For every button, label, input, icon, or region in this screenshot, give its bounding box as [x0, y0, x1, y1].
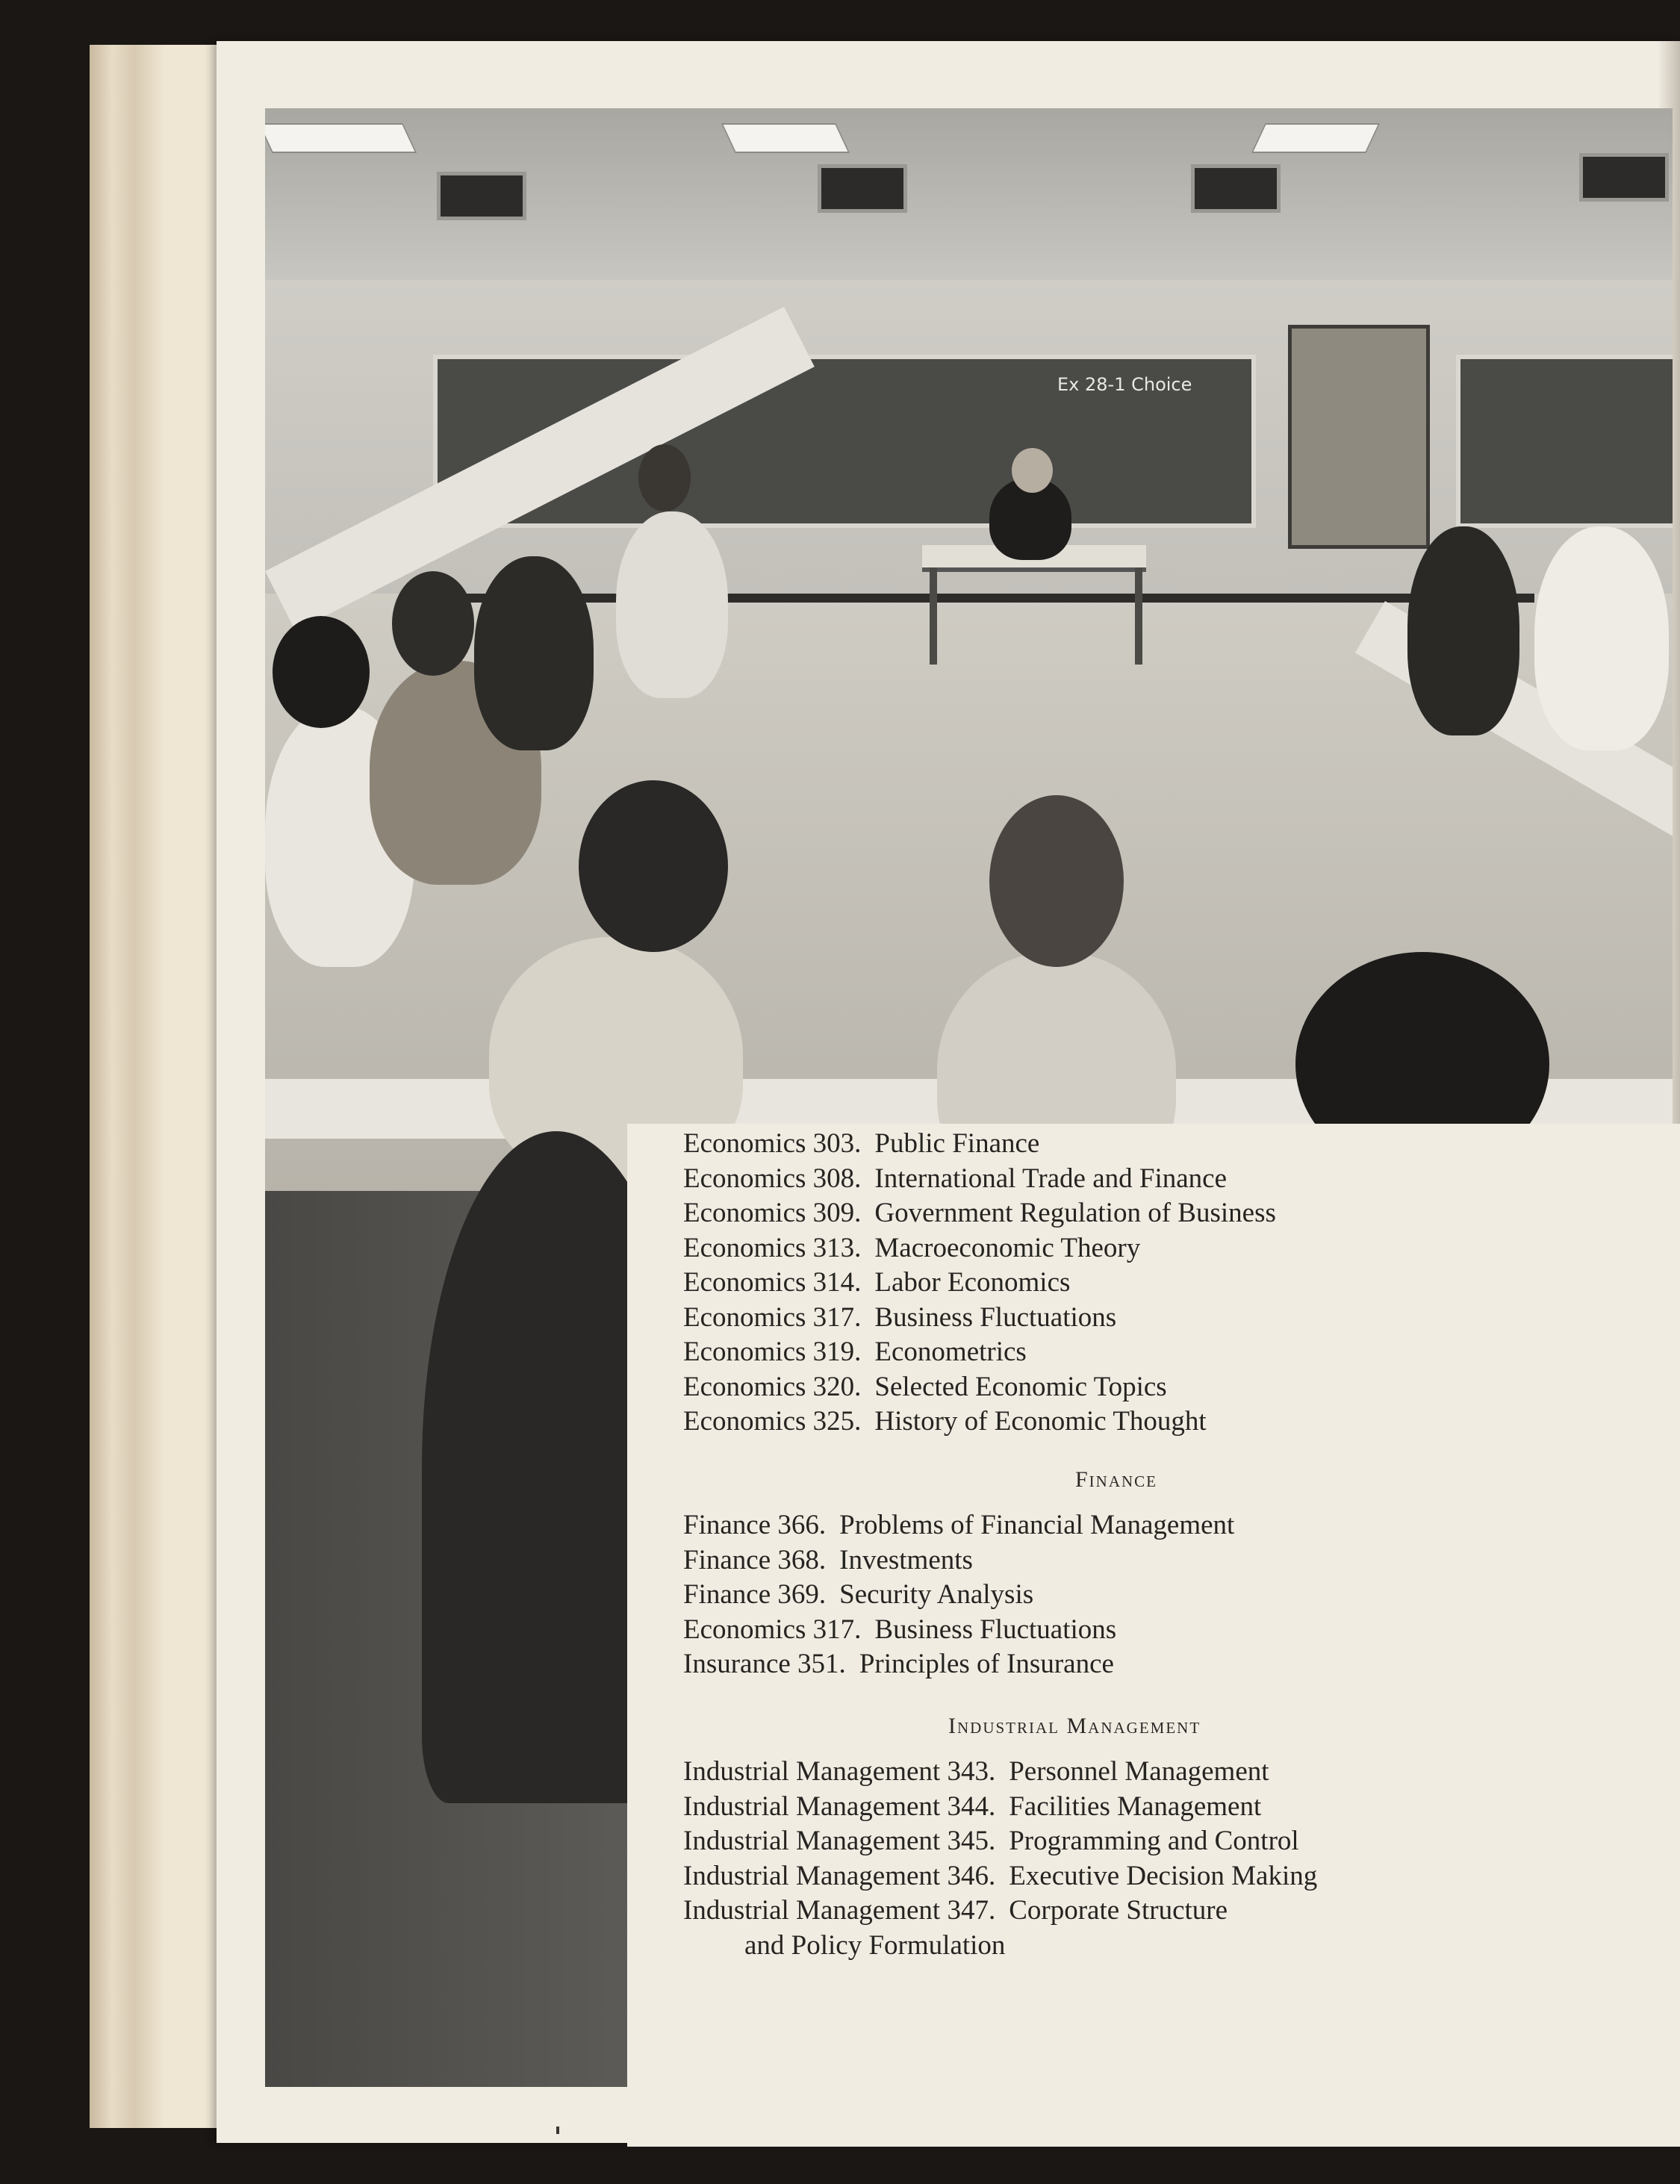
- course-title: International Trade and Finance: [874, 1163, 1228, 1194]
- course-title: Problems of Financial Management: [839, 1510, 1235, 1540]
- photo-vent: [1191, 164, 1281, 213]
- list-item: [683, 1370, 1276, 1405]
- photo-chalkboard: [1456, 355, 1673, 528]
- economics-course-list: [683, 1127, 1276, 1440]
- photo-ceiling-light: [265, 123, 417, 153]
- list-item: [683, 1301, 1276, 1336]
- course-title: Corporate Structure: [1009, 1895, 1228, 1926]
- list-item: [683, 1894, 1317, 1929]
- course-code: Economics 313.: [683, 1232, 862, 1263]
- photo-student-head: [989, 795, 1124, 967]
- list-item: [683, 1824, 1317, 1859]
- course-code: Economics 317.: [683, 1301, 862, 1333]
- course-title-continuation: and Policy Formulation: [744, 1929, 1006, 1961]
- list-item: [683, 1335, 1276, 1370]
- photo-student: [1407, 526, 1519, 735]
- course-list-panel: [627, 1124, 1680, 2147]
- list-item: [683, 1162, 1276, 1197]
- photo-vent: [437, 172, 526, 220]
- course-code: Industrial Management 346.: [683, 1860, 996, 1891]
- course-code: Industrial Management 344.: [683, 1791, 996, 1822]
- course-code: Economics 319.: [683, 1337, 862, 1367]
- course-code: Insurance 351.: [683, 1649, 846, 1679]
- photo-student: [616, 511, 728, 698]
- course-code: Finance 369.: [683, 1579, 827, 1610]
- photo-student: [1534, 526, 1669, 750]
- photo-instructor-head: [1012, 448, 1053, 493]
- course-title: Econometrics: [874, 1337, 1027, 1367]
- course-code: Economics 325.: [683, 1406, 862, 1437]
- finance-heading: Finance: [1075, 1467, 1158, 1492]
- list-item: [683, 1196, 1276, 1231]
- course-title: Facilities Management: [1009, 1791, 1262, 1822]
- course-code: Industrial Management 343.: [683, 1756, 996, 1787]
- course-code: Economics 320.: [683, 1371, 862, 1402]
- photo-student-head: [273, 616, 370, 728]
- course-title: Business Fluctuations: [874, 1301, 1117, 1333]
- photo-floor-stripe: [452, 594, 1534, 603]
- photo-table-leg: [930, 567, 937, 665]
- photo-student-head: [579, 780, 728, 952]
- photo-ceiling-light: [1251, 123, 1381, 153]
- course-code: Finance 366.: [683, 1510, 827, 1540]
- list-item: [683, 1613, 1234, 1648]
- chalkboard-writing: Ex 28-1 Choice: [1057, 374, 1192, 395]
- photo-student-head: [638, 444, 691, 511]
- photo-vent: [1579, 153, 1669, 202]
- list-item: [683, 1404, 1276, 1440]
- list-item: [683, 1755, 1317, 1790]
- course-title: Security Analysis: [839, 1579, 1034, 1610]
- photo-table-leg: [1135, 567, 1142, 665]
- list-item: [683, 1790, 1317, 1825]
- course-code: Economics 314.: [683, 1267, 862, 1298]
- photo-student: [474, 556, 594, 750]
- page-mark: [556, 2127, 559, 2134]
- list-item: [683, 1543, 1234, 1578]
- list-item: [683, 1266, 1276, 1301]
- course-code: Economics 308.: [683, 1163, 862, 1194]
- industrial-management-course-list: [683, 1755, 1317, 1963]
- course-code: Finance 368.: [683, 1544, 827, 1575]
- list-item: [683, 1231, 1276, 1266]
- photo-door: [1288, 325, 1430, 549]
- course-title: Principles of Insurance: [859, 1649, 1114, 1679]
- course-title: Public Finance: [874, 1128, 1040, 1159]
- course-code: Economics 309.: [683, 1198, 862, 1228]
- finance-course-list: [683, 1508, 1234, 1682]
- course-title: Selected Economic Topics: [874, 1371, 1167, 1402]
- photo-ceiling-light: [721, 123, 850, 153]
- list-item: [683, 1508, 1234, 1543]
- course-title: Programming and Control: [1009, 1826, 1299, 1856]
- course-title: Investments: [839, 1544, 973, 1575]
- list-item: [683, 1578, 1234, 1613]
- course-title: Macroeconomic Theory: [874, 1232, 1141, 1263]
- course-title: Business Fluctuations: [874, 1614, 1117, 1645]
- list-item: [683, 1647, 1234, 1682]
- course-code: Economics 303.: [683, 1128, 862, 1159]
- photo-vent: [818, 164, 907, 213]
- list-item: [683, 1859, 1317, 1894]
- course-title: Government Regulation of Business: [874, 1198, 1276, 1228]
- course-title: Personnel Management: [1009, 1756, 1269, 1787]
- course-title: History of Economic Thought: [874, 1406, 1207, 1437]
- photo-student-head: [392, 571, 474, 676]
- list-item: [683, 1127, 1276, 1162]
- course-code: Industrial Management 345.: [683, 1826, 996, 1856]
- course-title: Executive Decision Making: [1009, 1860, 1318, 1891]
- course-title: Labor Economics: [874, 1267, 1071, 1298]
- industrial-management-heading: Industrial Management: [948, 1714, 1201, 1738]
- course-code: Industrial Management 347.: [683, 1895, 996, 1926]
- course-code: Economics 317.: [683, 1614, 862, 1645]
